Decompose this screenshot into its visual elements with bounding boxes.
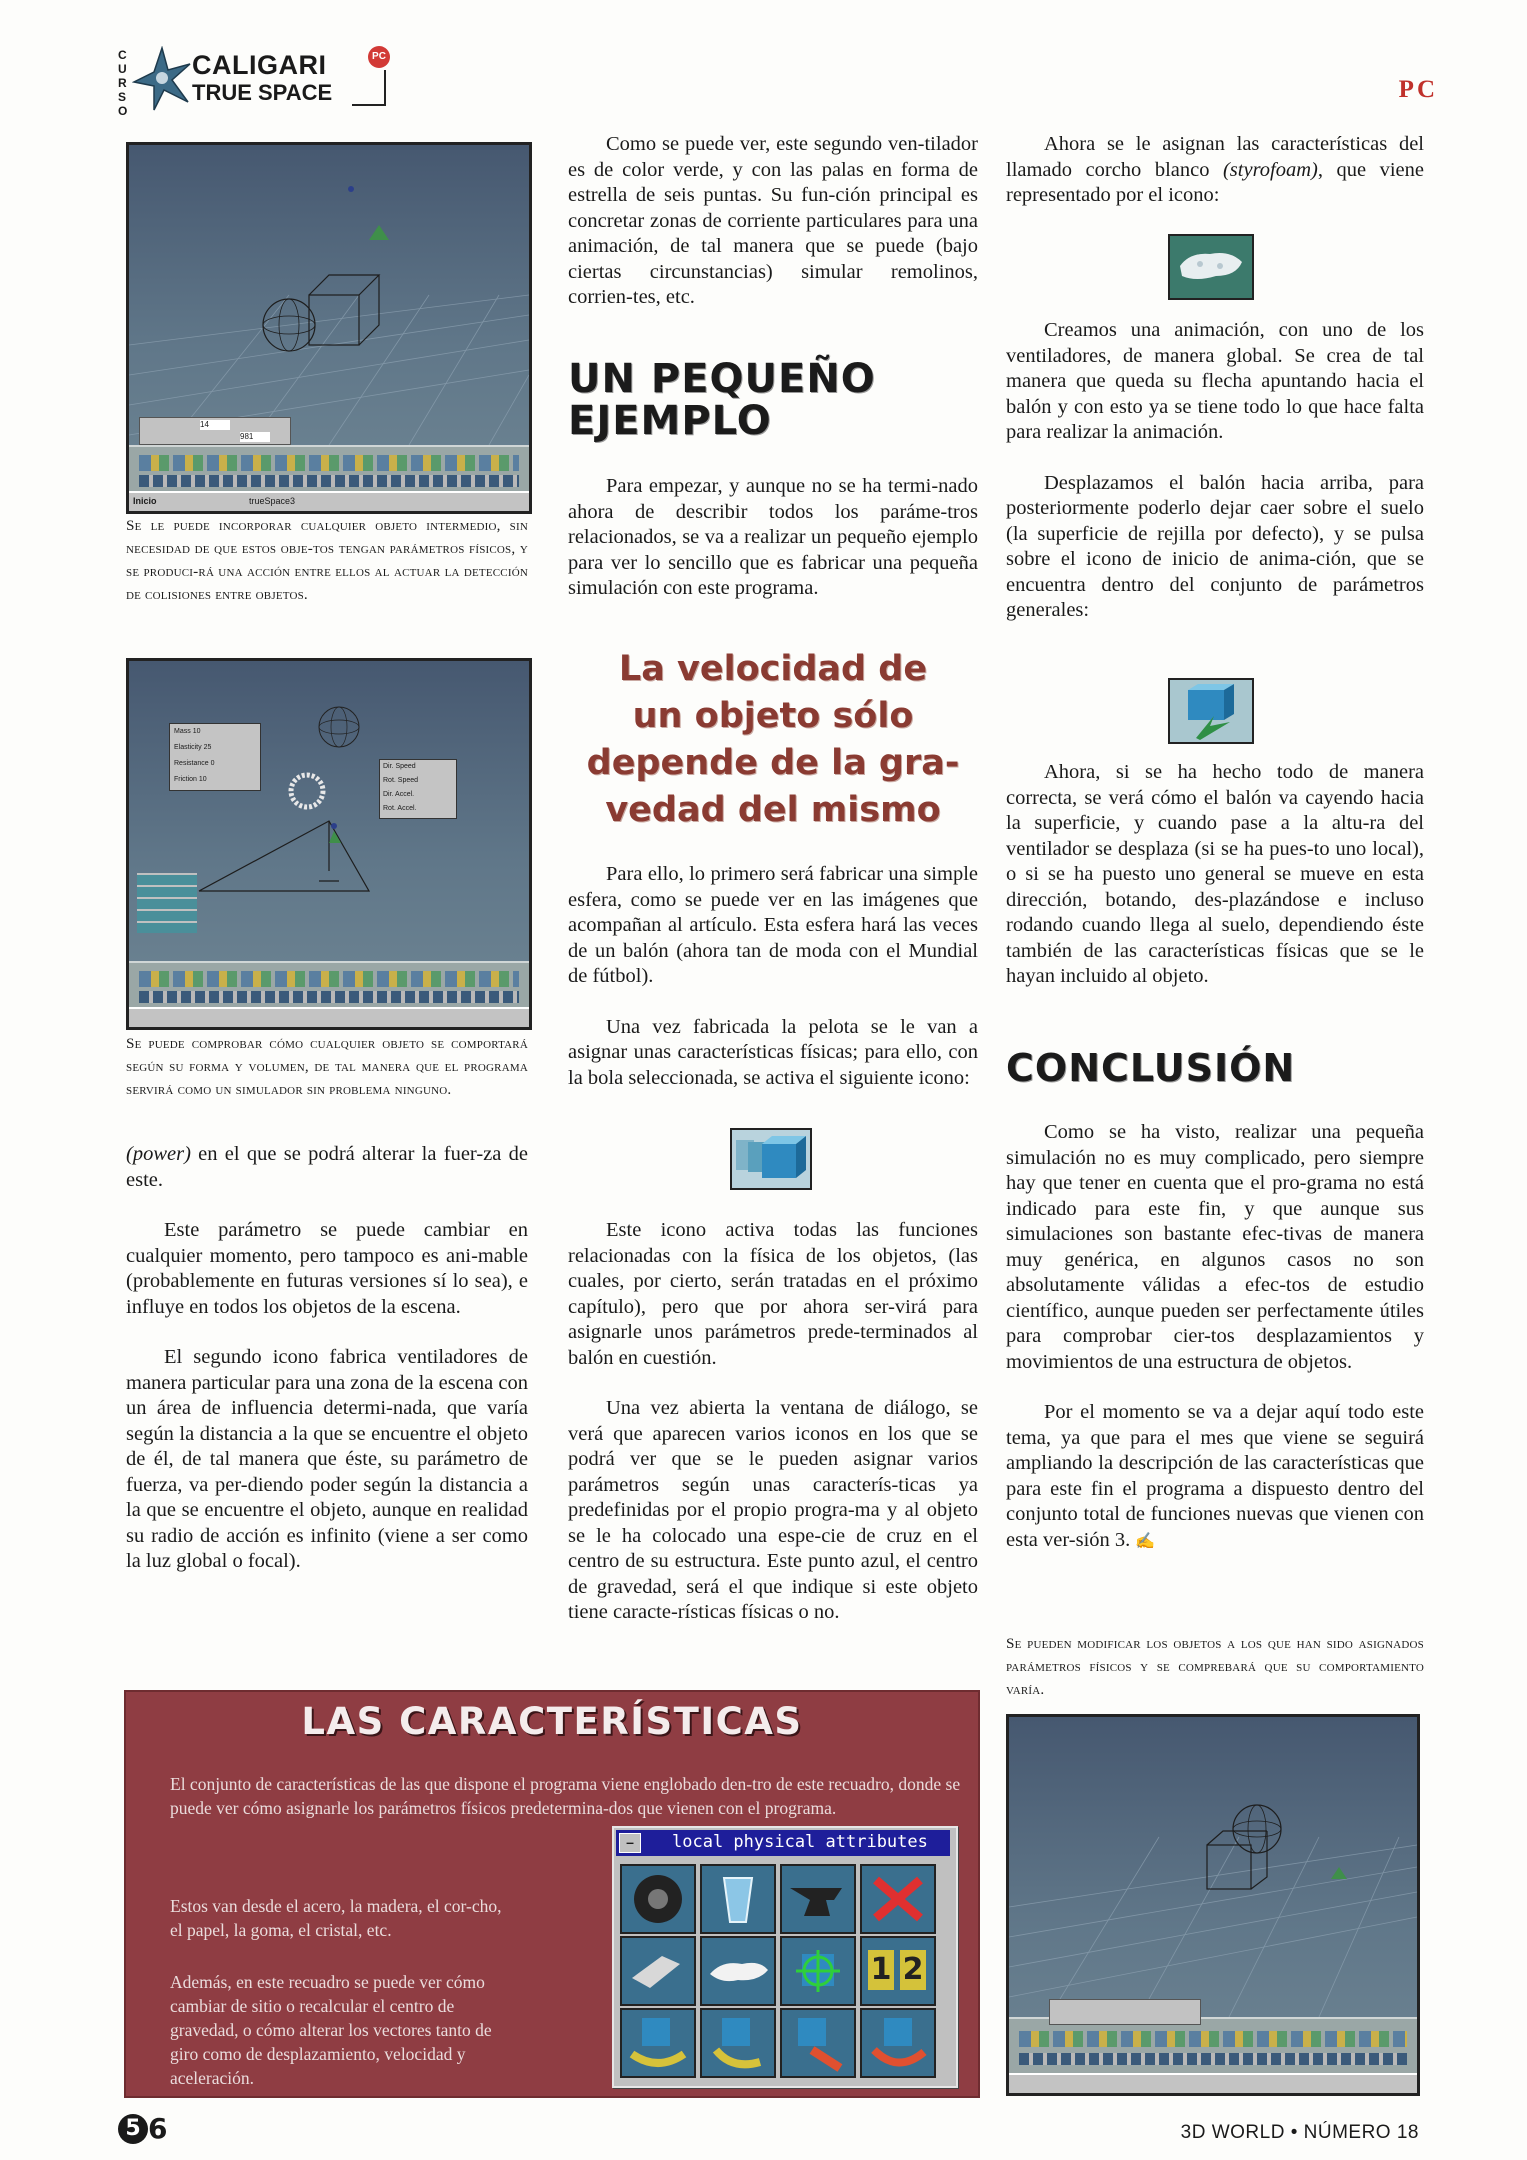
- panel-title: local physical attributes: [672, 1832, 928, 1852]
- material-rubber-button[interactable]: [620, 1864, 696, 1934]
- taskbar: Inicio trueSpace3: [129, 491, 529, 513]
- page-number: 5 6: [118, 2112, 167, 2148]
- physics-icon: [730, 1128, 812, 1190]
- logo-rule-foot: [352, 104, 386, 106]
- crosshair-icon: [782, 1938, 854, 2004]
- end-mark-icon: ✍: [1135, 1532, 1156, 1550]
- column-3-text-b: Creamos una animación, con uno de los ventiladores, de manera global. Se crea de tal manera que queda su flecha apuntando hacia el balón y con esto ya se tiene todo lo que hace falta para realizar la animación. Desplazamos el balón hacia arriba, para posteriormente poderlo dejar caer sobre el suelo (la superficie de rejilla por defecto), y se pulsa sobre el icono de inicio de anima-ción, que se encuentra dentro del conjunto de parámetros generales:: [1006, 319, 1424, 621]
- column-2-text-c: Para ello, lo primero será fabricar una simple esfera, como se puede ver en las imágenes que acompañan al artículo. Esta esfera hará las veces de un balón (ahora tan de moda con el Mundial de fútbol). Una vez fabricada la pelota se le van a asignar unas características físicas; para ello, con la bola seleccionada, se activa el siguiente icono:: [568, 863, 978, 1089]
- styrofoam-icon: [1168, 234, 1254, 300]
- rotation-vector-button[interactable]: [620, 2008, 696, 2078]
- local-physical-attributes-panel: [612, 1826, 958, 2088]
- column-2-text-a: Como se puede ver, este segundo ven-tilador es de color verde, y con las palas en forma de estrella de seis puntas. Su fun-ción principal es concretar zonas de corriente particulares para una animación, de tal manera que se puede (bajo ciertas circunstancias) simular remolinos, corrien-tes, etc.: [568, 133, 978, 308]
- logo: [132, 46, 392, 112]
- heading-ejemplo: UN PEQUEÑO EJEMPLO: [568, 356, 876, 444]
- column-3-text-d: Como se ha visto, realizar una pequeña simulación no es muy complicado, pero siempre hay que tener en cuenta que el pro-grama no está indicado para este fin, y que aunque sus simulaciones son bastante efec-tivas de manera muy genérica, en algunos casos no son absolutamente válidas a efec-tos de estudio científico, aunque pueden ser perfectamente útiles para comprobar cier-tos desplazamientos y movimientos de una estructura de objetos. Por el momento se va a dejar aquí todo este tema, ya que para el mes que viene se seguirá ampliando la descripción de las características que para este fin el programa a dispuesto dentro del conjunto total de funciones nuevas que vienen con esta ver-sión 3. ✍: [1006, 1121, 1424, 1551]
- screenshot-collision: [126, 142, 532, 514]
- material-glass-button[interactable]: [700, 1864, 776, 1934]
- material-wood-button[interactable]: [620, 1936, 696, 2006]
- tire-icon: [622, 1866, 694, 1932]
- material-none-button[interactable]: [860, 1864, 936, 1934]
- logo-rule: [384, 70, 386, 106]
- features-text-2: Estos van desde el acero, la madera, el cor-cho, el papel, la goma, el cristal, etc.: [170, 1896, 502, 1940]
- panel-close-button[interactable]: –: [619, 1833, 641, 1853]
- scene-grid: [129, 145, 529, 445]
- toolbar: 14 981: [129, 445, 529, 493]
- page-number-circle: 5: [118, 2114, 148, 2144]
- animation-start-icon: [1168, 678, 1254, 744]
- acceleration-vector-button[interactable]: [780, 2008, 856, 2078]
- center-of-gravity-button[interactable]: [780, 1936, 856, 2006]
- logo-line2: TRUE SPACE: [192, 80, 333, 105]
- screenshot-physics-dialog: [126, 658, 532, 1030]
- material-steel-button[interactable]: [780, 1864, 856, 1934]
- velocity-vector-button[interactable]: [700, 2008, 776, 2078]
- screenshot-falling-ball: [1006, 1714, 1420, 2096]
- header: [118, 40, 1438, 120]
- logo-pc-badge: PC: [368, 46, 390, 68]
- velocity-arrow-icon: [702, 2010, 774, 2076]
- column-2-text-d: Este icono activa todas las funciones relacionadas con la física de los objetos, (las cuales, por cierto, serán tratadas en el próximo capítulo), pero que por ahora ser-virá para asignarle unos parámetros prede-terminados al balón en cuestión. Una vez abierta la ventana de diálogo, se verá que aparecen varios iconos en los que se podrá ver que se le pueden asignar varios parámetros según unas caracterís-ticas ya predefinidas por el propio progra-ma y al objeto se le ha colocado una espe-cie de cruz en el centro de su estructura. Este punto azul, el centro de gravedad, será el que indique si este objeto tiene caracte-rísticas físicas o no.: [568, 1219, 978, 1623]
- features-text-3: Además, en este recuadro se puede ver cómo cambiar de sitio o recalcular el centro de gravedad, o cómo alterar los vectores tanto de giro como de desplazamiento, velocidad y aceleración.: [170, 1972, 492, 2088]
- caption-modify: Se pueden modificar los objetos a los que han sido asignados parámetros físicos y se comprebará que su comportamiento varía.: [1006, 1635, 1424, 1698]
- heading-conclusion: CONCLUSIÓN: [1006, 1046, 1296, 1090]
- wire-sphere: [1233, 1805, 1281, 1853]
- wire-torus: [291, 775, 323, 807]
- glass-icon: [702, 1866, 774, 1932]
- pullquote: La velocidad de un objeto sólo depende de la gra- vedad del mismo: [586, 649, 960, 830]
- material-styrofoam-button[interactable]: [700, 1936, 776, 2006]
- wood-icon: [622, 1938, 694, 2004]
- features-title: LAS CARACTERÍSTICAS: [301, 1700, 803, 1743]
- recalc-cog-button[interactable]: [860, 1936, 936, 2006]
- acceleration-arrow-icon: [782, 2010, 854, 2076]
- panel-titlebar: [616, 1830, 950, 1856]
- wire-sphere: [319, 707, 359, 747]
- spin-vector-button[interactable]: [860, 2008, 936, 2078]
- column-3-text-a: Ahora se le asignan las características del llamado corcho blanco (styrofoam), que viene representado por el icono:: [1006, 133, 1424, 206]
- styrofoam-icon: [702, 1938, 774, 2004]
- cancel-x-icon: [862, 1866, 934, 1932]
- number-2-label: 2: [900, 1950, 926, 1990]
- spin-arrow-icon: [862, 2010, 934, 2076]
- platform-label: PC: [1398, 76, 1438, 103]
- physics-panel-left: Mass 10 Elasticity 25 Resistance 0 Friction 10: [169, 723, 261, 791]
- logo-line1: CALIGARI: [192, 50, 327, 80]
- features-box: [124, 1690, 980, 2098]
- anvil-icon: [782, 1866, 854, 1932]
- wire-cube: [309, 295, 359, 345]
- caption-simulator: Se puede comprobar cómo cualquier objeto se comportará según su forma y volumen, de tal manera que el programa servirá como un simulador sin problema ninguno.: [126, 1035, 528, 1098]
- physics-panel-right: Dir. Speed Rot. Speed Dir. Accel. Rot. Accel.: [379, 759, 457, 819]
- features-text-1: El conjunto de características de las que dispone el programa viene englobado den-tro de este recuadro, donde se puede ver cómo asignarle los parámetros físicos predetermina-dos que vienen con el programa.: [170, 1774, 961, 1818]
- caption-collision: Se le puede incorporar cualquier objeto intermedio, sin necesidad de que estos obje-tos tengan parámetros físicos, y se produci-rá una acción entre ellos al actuar la detección de colisiones entre objetos.: [126, 517, 528, 603]
- column-2-text-b: Para empezar, y aunque no se ha termi-nado ahora de describir todos los paráme-tros relacionados, se va a realizar un pequeño ejemplo para ver lo sencillo que es fabricar una pequeña simulación con este programa.: [568, 475, 978, 599]
- curso-label: CURSO: [118, 48, 128, 118]
- number-1-label: 1: [868, 1950, 894, 1990]
- rotation-arrow-icon: [622, 2010, 694, 2076]
- column-1-text: (power) en el que se podrá alterar la fuer-za de este. Este parámetro se puede cambiar en cualquier momento, pero tampoco es ani-mable (probablemente en futuras versiones sí lo sea), e influye en todos los objetos de la escena. El segundo icono fabrica ventiladores de manera particular para una zona de la escena con un área de influencia determi-nada, que varía según la distancia a la que se encuentre el objeto de él, de tal manera que éste, su parámetro de fuerza, va per-diendo poder según la distancia a la que se encuentre el objeto, aunque en realidad su radio de acción es infinito (viene a ser como la luz global o focal).: [126, 1143, 528, 1572]
- column-3-text-c: Ahora, si se ha hecho todo de manera correcta, se verá cómo el balón va cayendo hacia la superficie, y cuando pase a la altu-ra del ventilador se desplaza (si se ha pues-to uno local), o si se ha puesto uno general se mueve en esta dirección, botando, des-plazándose e incluso rodando cuando llega al suelo, dependiendo éste también de las características físicas que se le hayan incluido al objeto.: [1006, 761, 1424, 987]
- magazine-footer: 3D WORLD • NÚMERO 18: [1180, 2122, 1419, 2143]
- caligari-star-icon: [132, 46, 192, 112]
